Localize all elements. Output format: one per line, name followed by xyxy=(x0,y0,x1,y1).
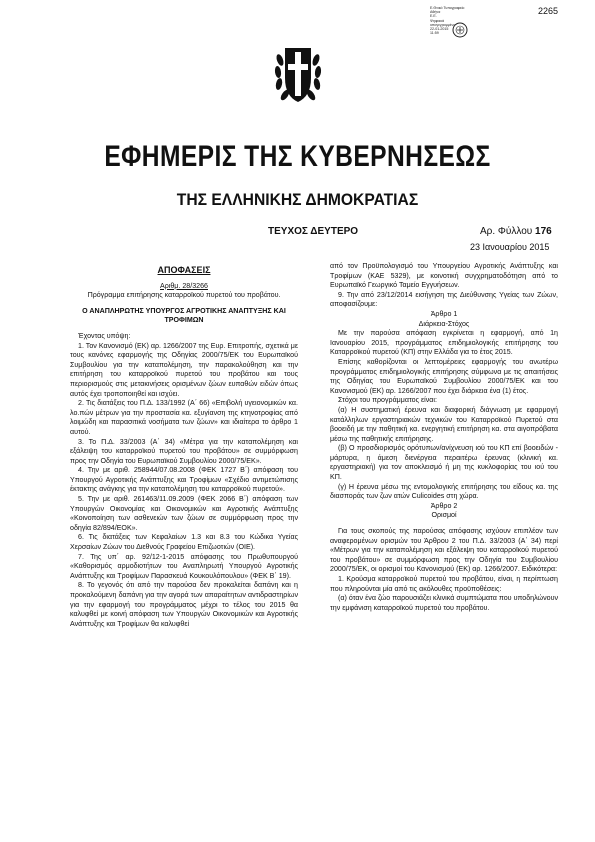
stamp-line: Ψηφιακά xyxy=(430,18,445,23)
sheet-label: Αρ. Φύλλου xyxy=(480,226,533,237)
paragraph: 7. Της υπ΄ αρ. 92/12-1-2015 απόφασης του Πρωθυπουργού «Καθορισμός αρμοδιοτήτων του Αναπληρωτή Υπουργού Αγροτικής Ανάπτυξης και Τροφίμων Παρασκευά Κουκουλόπουλου» (ΦΕΚ Β΄ 19). xyxy=(70,552,298,580)
decision-title: Πρόγραμμα επιτήρησης καταρροϊκού πυρετού του προβάτου. xyxy=(87,291,281,300)
page-number: 2265 xyxy=(538,6,559,16)
paragraph-continued: από τον Προϋπολογισμό του Υπουργείου Αγροτικής Ανάπτυξης και Τροφίμων (ΚΑΕ 5329), με κοινοτική συγχρηματοδότηση από το Ευρωπαϊκό Γεωργικό Ταμείο Εγγυήσεων. xyxy=(330,262,558,290)
stamp-line: Ε.Ε. xyxy=(430,14,437,19)
stamp-line: 11:59 xyxy=(430,31,439,36)
goal-item: (α) Η συστηματική έρευνα και διαφορική διάγνωση με εφαρμογή κατάλληλων εργαστηριακών τεχνικών του Καταρροϊκού Πυρετού στα βοοειδή με την παθητική κα. ενεργητική επιτήρηση κα. στα αιγοπρόβατα μέσω της παθητικής επιτήρησης. xyxy=(330,405,558,443)
article-2-title: Ορισμοί xyxy=(431,511,457,520)
paragraph: 9. Την από 23/12/2014 εισήγηση της Διεύθυνσης Υγείας των Ζώων, αποφασίζουμε: xyxy=(330,290,558,309)
definition-item: 1. Κρούσμα καταρροϊκού πυρετού του προβάτου, είναι, η περίπτωση που πληρούνται μία από τις ακόλουθες προϋποθέσεις: xyxy=(330,575,558,593)
article-1-label: Άρθρο 1 xyxy=(430,309,458,318)
stamp-line: υπογεγραμμένο xyxy=(430,22,456,27)
article-2-label: Άρθρο 2 xyxy=(430,501,458,510)
section-heading: ΑΠΟΦΑΣΕΙΣ xyxy=(157,265,211,275)
sheet-number xyxy=(480,226,552,237)
right-column xyxy=(330,262,558,613)
paragraph: 4. Την με αριθ. 258944/07.08.2008 (ΦΕΚ 1727 Β΄) απόφαση του Υπουργού Αγροτικής Ανάπτυξης και Τροφίμων «Σχέδιο αντιμετώπισης έκτακτης ανάγκης για την καταπολέμηση του καταρροϊκού πυρετού». xyxy=(70,466,298,494)
paragraph: 2. Τις διατάξεις του Π.Δ. 133/1992 (Α΄ 66) «Επιβολή υγειονομικών κα. λο.πών μέτρων για την προστασία κα. εξυγίανση της κτηνοτροφίας από λοιμώδη και παρασιτικά νοσήματα των ζώων» και ιδιαίτερα το άρθρο 1 αυτού. xyxy=(70,399,298,436)
authority-heading: Ο ΑΝΑΠΛΗΡΩΤΗΣ ΥΠΟΥΡΓΟΣ ΑΓΡΟΤΙΚΗΣ ΑΝΑΠΤΥΞΗΣ ΚΑΙ ΤΡΟΦΙΜΩΝ xyxy=(82,306,286,325)
article-1-title: Διάρκεια-Στόχος xyxy=(418,319,470,328)
paragraph: Επίσης καθορίζονται οι λεπτομέρειες εφαρμογής του ανωτέρω προγράμματος επιδημιολογικής επιτήρησης σύμφωνα με τις απαιτήσεις της Οδηγίας του Ευρωπαϊκού Συμβουλίου 2000/75/ΕΚ και του Κανονισμού (ΕΚ) αρ. 1266/2007 που έχει διάρκεια ένα (1) έτος. xyxy=(330,357,558,395)
having-regard: Έχοντας υπόψη: xyxy=(78,331,131,340)
issue-label: ΤΕΥΧΟΣ ΔΕΥΤΕΡΟ xyxy=(268,226,359,237)
gazette-title: ΕΦΗΜΕΡΙΣ ΤΗΣ ΚΥΒΕΡΝΗΣΕΩΣ xyxy=(104,140,491,173)
paragraph: Για τους σκοπούς της παρούσας απόφασης ισχύουν επιπλέον των αναφερομένων ορισμών του Άρθρου 2 του Π.Δ. 33/2003 (Α΄ 34) περί «Μέτρων για την καταπολέμηση και εξάλειψη του καταρροϊκού πυρετού του προβάτου» σε συμμόρφωση προς την Οδηγία του Συμβουλίου 2000/75/ΕΚ, οι ορισμοί του Κανονισμού (ΕΚ) αρ. 1266/2007. Ειδικότερα: xyxy=(330,527,558,574)
greek-coat-of-arms-icon xyxy=(273,40,323,108)
gazette-subtitle: ΤΗΣ ΕΛΛΗΝΙΚΗΣ ΔΗΜΟΚΡΑΤΙΑΣ xyxy=(176,190,419,209)
stamp-line: 22-01-2015 xyxy=(430,27,449,32)
paragraph: 1. Τον Κανονισμό (ΕΚ) αρ. 1266/2007 της Ευρ. Επιτροπής, σχετικά με τους κανόνες εφαρμογής της Οδηγίας 2000/75/ΕΚ του Ευρωπαϊκού Συμβουλίου για την καταπολέμηση, την παρακολούθηση και την επιτήρηση του καταρροϊκού πυρετού του προβάτου και τους περιορισμούς στις μετακινήσεις ορισμένων ζώων ευπαθών ειδών όπως αυτός έχει τροποποιηθεί και ισχύει. xyxy=(70,341,298,398)
paragraph: Με την παρούσα απόφαση εγκρίνεται η εφαρμογή, από 1η Ιανουαρίου 2015, προγράμματος επιδημιολογικής επιτήρησης του Καταρροϊκού πυρετού (ΚΠ) στην Ελλάδα για το έτος 2015. xyxy=(330,329,558,357)
goals-intro: Στόχοι του προγράμματος είναι: xyxy=(338,396,437,405)
definition-item: (α) όταν ένα ζώο παρουσιάζει κλινικά συμπτώματα που υποδηλώνουν την εμφάνιση καταρροϊκού πυρετού του προβάτου. xyxy=(330,594,558,612)
goal-item: (γ) Η έρευνα μέσω της εντομολογικής επιτήρησης του είδους κα. της διασποράς των ζων ατών Culicoides στη χώρα. xyxy=(330,482,558,501)
issue-date: 23 Ιανουαρίου 2015 xyxy=(470,242,550,252)
digital-signature-stamp xyxy=(430,6,470,50)
paragraph: 5. Την με αριθ. 261463/11.09.2009 (ΦΕΚ 2066 Β΄) απόφαση των Υπουργών Οικονομίας και Οικονομικών και Αγροτικής Ανάπτυξης «Κοινοποίηση των ασθενειών των ζώων σε συμμόρφωση προς την οδηγία 82/894/ΕΟΚ». xyxy=(70,495,298,532)
left-column xyxy=(70,262,298,629)
paragraph: 3. Το Π.Δ. 33/2003 (Α΄ 34) «Μέτρα για την καταπολέμηση και εξάλειψη του καταρροϊκού πυρετού του προβάτου» σε συμμόρφωση προς την Οδηγία του Ευρωπαϊκού Συμβουλίου 2000/75/ΕΚ». xyxy=(70,437,298,465)
sheet-number-value: 176 xyxy=(535,226,552,237)
decision-number: Αριθμ. 28/3266 xyxy=(160,281,208,290)
seal-icon xyxy=(452,22,468,38)
paragraph: 6. Τις διατάξεις των Κεφαλαίων 1.3 και 8.3 του Κώδικα Υγείας Χερσαίων Ζώων του Διεθνούς Γραφείου Επιζωοτιών (ΟΙΕ). xyxy=(70,533,298,552)
stamp-line: Αθήνα xyxy=(430,10,441,15)
goal-item: (β) Ο προσδιορισμός ορότυπων/ανίχνευση ιού του ΚΠ επί βοοειδών - μάρτυρα, η άμεση διενέργεια περαιτέρω έρευνας (κλινική κα. εργαστηριακή) για τον αποκλεισμό ή μη της κυκλοφορίας του ιού του ΚΠ. xyxy=(330,444,558,482)
stamp-line: Ε.Θνικό Τυπογραφείο xyxy=(430,6,465,10)
paragraph: 8. Το γεγονός ότι από την παρούσα δεν προκαλείται δαπάνη και η προκαλούμενη δαπάνη για την αγορά των απαραίτητων αντιδραστηρίων για την εφαρμογή του προγράμματος μέχρι το τέλος του 2015 θα καλυφθεί με κοινή απόφαση των Υπουργών Οικονομικών και Αγροτικής Ανάπτυξης και Τροφίμων θα καλυφθεί xyxy=(70,581,298,628)
